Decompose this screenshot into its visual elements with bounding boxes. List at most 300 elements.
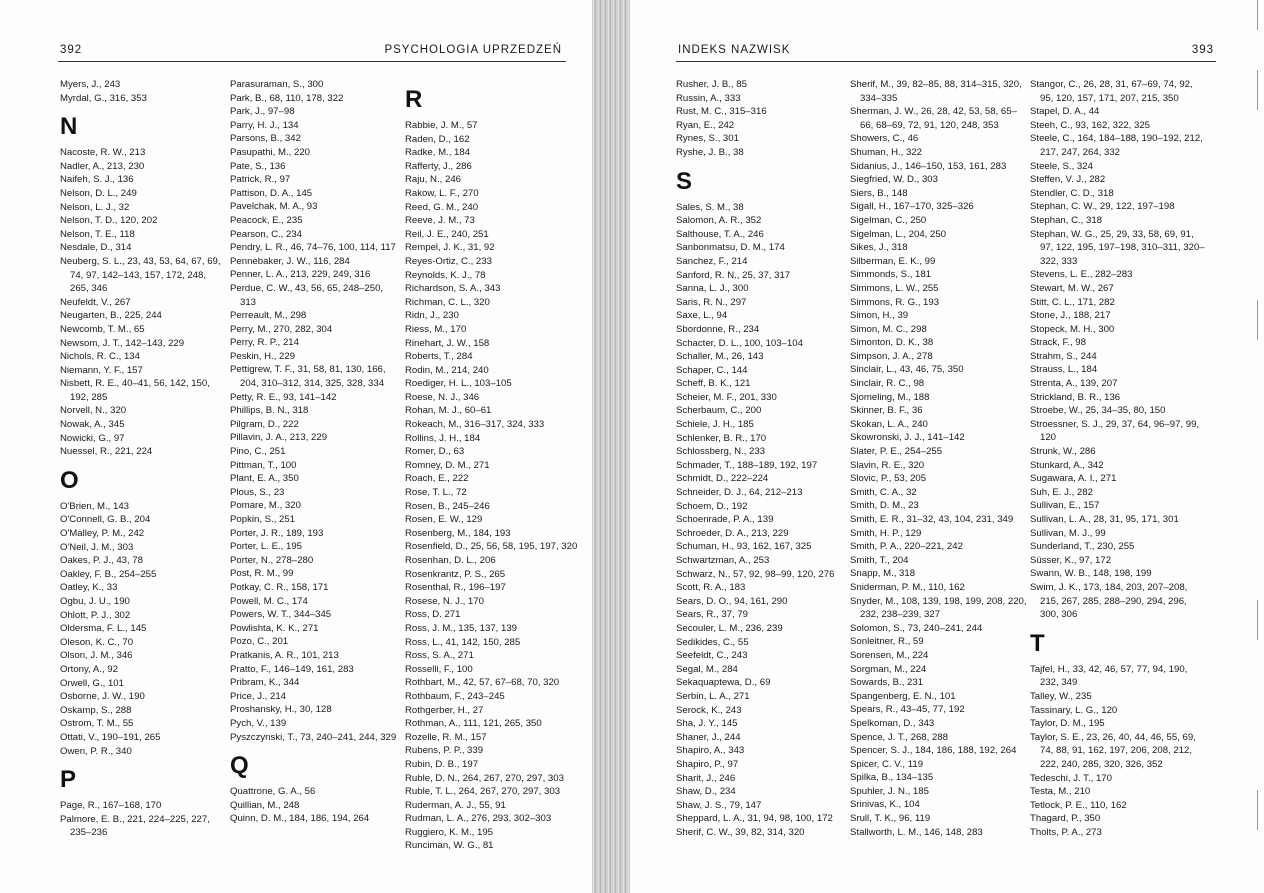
index-entry: Rubens, P. P., 339 xyxy=(405,745,484,757)
index-entry: Radke, M., 184 xyxy=(405,147,471,159)
index-entry: Porter, J. R., 189, 193 xyxy=(230,527,324,539)
index-entry: Pennebaker, J. W., 116, 284 xyxy=(230,255,350,267)
index-entry: O'Malley, P. M., 242 xyxy=(60,528,145,540)
index-entry: Spencer, S. J., 184, 186, 188, 192, 264 xyxy=(850,745,1017,757)
index-entry: Roese, N. J., 346 xyxy=(405,391,480,403)
index-entry: Olson, J. M., 346 xyxy=(60,650,133,662)
index-entry: Slovic, P., 53, 205 xyxy=(850,473,927,485)
index-entry: Sanford, R. N., 25, 37, 317 xyxy=(676,269,791,281)
index-entry: Rinehart, J. W., 158 xyxy=(405,337,490,349)
index-entry: Pribram, K., 344 xyxy=(230,677,300,689)
page-edge xyxy=(1253,0,1258,30)
index-entry: Steffen, V. J., 282 xyxy=(1030,174,1106,186)
index-entry: Peskin, H., 229 xyxy=(230,350,296,362)
index-entry: Pasupathi, M., 220 xyxy=(230,146,310,158)
index-entry: Post, R. M., 99 xyxy=(230,568,294,580)
index-entry: Strauss, L., 184 xyxy=(1030,364,1098,376)
index-entry: Neufeldt, V., 267 xyxy=(60,296,131,308)
index-entry: Taylor, D. M., 195 xyxy=(1030,718,1105,730)
index-entry: Neugarten, B., 225, 244 xyxy=(60,310,162,322)
index-entry: Ruble, D. N., 264, 267, 270, 297, 303 xyxy=(405,772,564,784)
index-entry: Schmidt, D., 222–224 xyxy=(676,473,769,485)
index-entry: Roach, E., 222 xyxy=(405,473,469,485)
index-entry: Salomon, A. R., 352 xyxy=(676,215,762,227)
index-entry: Spuhler, J. N., 185 xyxy=(850,785,929,797)
index-entry: Strahm, S., 244 xyxy=(1030,350,1097,362)
index-entry: O'Neil, J. M., 303 xyxy=(60,541,134,553)
index-entry: Rosenthal, R., 196–197 xyxy=(405,582,506,594)
index-entry: Pate, S., 136 xyxy=(230,160,286,172)
header-rule xyxy=(58,61,566,62)
index-entry: Rakow, L. F., 270 xyxy=(405,187,479,199)
index-entry: Stopeck, M. H., 300 xyxy=(1030,323,1115,335)
index-entry: Pratto, F., 146–149, 161, 283 xyxy=(230,663,354,675)
index-entry: Porter, L. E., 195 xyxy=(230,541,302,553)
index-entry: Schaller, M., 26, 143 xyxy=(676,351,764,363)
index-entry: Rosenhan, D. L., 206 xyxy=(405,555,496,566)
index-entry: Sigelman, L., 204, 250 xyxy=(850,228,947,240)
index-entry: Parry, H. J., 134 xyxy=(230,119,299,131)
index-entry: Niemann, Y. F., 157 xyxy=(60,364,143,376)
index-entry: Saris, R. N., 297 xyxy=(676,296,747,308)
index-entry: Ogbu, J. U., 190 xyxy=(60,596,130,607)
index-entry: Quillian, M., 248 xyxy=(230,799,300,811)
index-entry: Stephan, W. G., 25, 29, 33, 58, 69, 91, 97, 122, 195, 197–198, 310–311, 320–322, 333 xyxy=(1030,228,1205,267)
index-entry: Shapiro, P., 97 xyxy=(676,758,739,770)
index-entry: Sidanius, J., 146–150, 153, 161, 283 xyxy=(850,160,1007,172)
index-entry: Sunderland, T., 230, 255 xyxy=(1030,541,1135,553)
index-entry: Pyszczynski, T., 73, 240–241, 244, 329 xyxy=(230,731,397,743)
index-entry: Secouler, L. M., 236, 239 xyxy=(676,622,783,634)
header-rule xyxy=(676,61,1216,62)
index-entry: Penner, L. A., 213, 229, 249, 316 xyxy=(230,269,371,281)
index-entry: Reynolds, K. J., 78 xyxy=(405,269,486,281)
index-entry: Myers, J., 243 xyxy=(60,79,121,90)
index-entry: Simonton, D. K., 38 xyxy=(850,337,934,349)
index-entry: Sniderman, P. M., 110, 162 xyxy=(850,581,965,593)
index-entry: Pettigrew, T. F., 31, 58, 81, 130, 166, 204, 310–312, 314, 325, 328, 334 xyxy=(230,364,386,390)
index-entry: Perry, M., 270, 282, 304 xyxy=(230,323,333,335)
index-entry: Richardson, S. A., 343 xyxy=(405,283,501,295)
index-entry: Russin, A., 333 xyxy=(676,92,741,104)
index-entry: Rubin, D. B., 197 xyxy=(405,758,479,770)
index-entry: Sherif, C. W., 39, 82, 314, 320 xyxy=(676,826,805,838)
index-entry: Quattrone, G. A., 56 xyxy=(230,786,316,798)
index-entry: Roediger, H. L., 103–105 xyxy=(405,378,512,390)
index-entry: Ross, L., 41, 142, 150, 285 xyxy=(405,636,521,648)
index-entry: Raju, N., 246 xyxy=(405,174,461,186)
index-entry: Pearson, C., 234 xyxy=(230,228,302,240)
index-entry: Ross, S. A., 271 xyxy=(405,650,474,662)
index-entry: Smith, T., 204 xyxy=(850,554,909,566)
index-entry: Stallworth, L. M., 146, 148, 283 xyxy=(850,826,983,838)
index-entry: Runciman, W. G., 81 xyxy=(405,840,494,852)
index-entry: Parasuraman, S., 300 xyxy=(230,79,324,90)
index-entry: Sullivan, E., 157 xyxy=(1030,500,1100,512)
index-entry: Powers, W. T., 344–345 xyxy=(230,609,332,621)
index-entry: Pendry, L. R., 46, 74–76, 100, 114, 117 xyxy=(230,242,396,254)
index-entry: Reil, J. E., 240, 251 xyxy=(405,228,489,240)
index-entry: Nowicki, G., 97 xyxy=(60,432,125,444)
index-entry: Shaner, J., 244 xyxy=(676,731,741,743)
index-entry: Palmore, E. B., 221, 224–225, 227, 235–236 xyxy=(60,813,210,839)
index-entry: Oldersma, F. L., 145 xyxy=(60,623,147,635)
index-entry: Skowronski, J. J., 141–142 xyxy=(850,432,965,444)
index-entry: Oakes, P. J., 43, 78 xyxy=(60,555,144,567)
index-entry: Spence, J. T., 268, 288 xyxy=(850,731,948,743)
index-entry: Slavin, R. E., 320 xyxy=(850,459,925,471)
index-entry: Scherbaum, C., 200 xyxy=(676,405,762,417)
index-entry: Richman, C. L., 320 xyxy=(405,296,490,308)
index-entry: Spears, R., 43–45, 77, 192 xyxy=(850,704,965,716)
index-entry: Shapiro, A., 343 xyxy=(676,745,745,757)
page-number: 393 xyxy=(1191,44,1214,56)
index-entry: Oatley, K., 33 xyxy=(60,582,118,594)
index-entry: Neuberg, S. L., 23, 43, 53, 64, 67, 69, 74, 97, 142–143, 157, 172, 248, 265, 346 xyxy=(60,255,221,295)
index-entry: Naifeh, S. J., 136 xyxy=(60,174,134,186)
index-entry: Suh, E. J., 282 xyxy=(1030,486,1093,498)
index-entry: Shaw, J. S., 79, 147 xyxy=(676,799,762,811)
index-entry: Owen, P. R., 340 xyxy=(60,745,132,757)
index-entry: Tajfel, H., 33, 42, 46, 57, 77, 94, 190, 232, 349 xyxy=(1030,663,1188,689)
index-entry: Sowards, B., 231 xyxy=(850,677,924,689)
index-column xyxy=(676,78,846,839)
index-entry: Oakley, F. B., 254–255 xyxy=(60,568,157,580)
index-entry: Salthouse, T. A., 246 xyxy=(676,228,764,240)
section-letter: N xyxy=(60,113,78,141)
index-entry: Schoem, D., 192 xyxy=(676,500,748,512)
index-entry: Rosenberg, M., 184, 193 xyxy=(405,527,511,539)
index-entry: Simon, M. C., 298 xyxy=(850,323,927,335)
index-entry: Oleson, K. C., 70 xyxy=(60,636,134,648)
index-entry: Schaper, C., 144 xyxy=(676,364,748,376)
index-entry: Stephan, C. W., 29, 122, 197–198 xyxy=(1030,201,1175,213)
index-entry: Reeve, J. M., 73 xyxy=(405,215,475,227)
index-entry: Sinclair, R. C., 98 xyxy=(850,378,925,390)
index-entry: Rollins, J. H., 184 xyxy=(405,432,481,444)
index-entry: Rozelle, R. M., 157 xyxy=(405,731,487,743)
index-entry: Stone, J., 188, 217 xyxy=(1030,310,1111,322)
index-entry: Stapel, D. A., 44 xyxy=(1030,106,1100,118)
index-entry: Sheppard, L. A., 31, 94, 98, 100, 172 xyxy=(676,813,833,825)
index-entry: Nowak, A., 345 xyxy=(60,419,125,431)
index-column xyxy=(405,78,585,853)
index-entry: Rynes, S., 301 xyxy=(676,133,739,145)
index-entry: Raden, D., 162 xyxy=(405,133,470,145)
index-entry: Solomon, S., 73, 240–241, 244 xyxy=(850,622,983,634)
index-entry: Spilka, B., 134–135 xyxy=(850,772,934,784)
index-entry: Perreault, M., 298 xyxy=(230,310,307,322)
index-entry: Stunkard, A., 342 xyxy=(1030,459,1104,471)
index-entry: Smith, P. A., 220–221, 242 xyxy=(850,541,963,553)
index-entry: Sanchez, F., 214 xyxy=(676,255,748,267)
index-entry: Schacter, D. L., 100, 103–104 xyxy=(676,337,803,349)
index-entry: Stroebe, W., 25, 34–35, 80, 150 xyxy=(1030,405,1166,417)
index-entry: Talley, W., 235 xyxy=(1030,690,1092,702)
index-entry: Siers, B., 148 xyxy=(850,187,908,199)
index-entry: Stangor, C., 26, 28, 31, 67–69, 74, 92, 95, 120, 157, 171, 207, 215, 350 xyxy=(1030,79,1193,104)
index-column xyxy=(60,78,226,840)
index-entry: Snyder, M., 108, 139, 198, 199, 208, 220, 232, 238–239, 327 xyxy=(850,595,1027,621)
index-entry: Price, J., 214 xyxy=(230,690,286,702)
index-entry: Pittman, T., 100 xyxy=(230,459,297,471)
index-entry: Thagard, P., 350 xyxy=(1030,813,1101,825)
index-entry: Sinclair, L., 43, 46, 75, 350 xyxy=(850,364,964,376)
left-page xyxy=(0,0,592,893)
index-entry: Ostrom, T. M., 55 xyxy=(60,718,134,730)
page-edge xyxy=(1253,300,1258,340)
index-entry: Saxe, L., 94 xyxy=(676,310,728,322)
index-entry: Strunk, W., 286 xyxy=(1030,446,1096,458)
index-entry: Park, B., 68, 110, 178, 322 xyxy=(230,92,344,104)
index-entry: Nuessel, R., 221, 224 xyxy=(60,446,153,458)
book-gutter xyxy=(592,0,630,893)
index-entry: Sullivan, M. J., 99 xyxy=(1030,527,1106,539)
index-entry: Ruggiero, K. M., 195 xyxy=(405,826,493,838)
page-number: 392 xyxy=(60,44,83,56)
index-entry: Ohlott, P. J., 302 xyxy=(60,609,131,621)
index-entry: Porter, N., 278–280 xyxy=(230,554,314,566)
index-entry: Popkin, S., 251 xyxy=(230,514,296,525)
index-entry: Plous, S., 23 xyxy=(230,486,285,498)
index-entry: Stitt, C. L., 171, 282 xyxy=(1030,296,1115,308)
index-entry: Sha, J. Y., 145 xyxy=(676,718,738,730)
index-entry: Sharit, J., 246 xyxy=(676,772,736,784)
index-entry: Ridn, J., 230 xyxy=(405,310,459,322)
index-entry: Rempel, J. K., 31, 92 xyxy=(405,242,495,254)
index-entry: Patrick, R., 97 xyxy=(230,174,291,186)
index-entry: Swim, J. K., 173, 184, 203, 207–208, 215, 267, 285, 288–290, 294, 296, 300, 306 xyxy=(1030,581,1188,621)
index-entry: Smith, H. P., 129 xyxy=(850,527,922,539)
section-letter: R xyxy=(405,86,423,113)
index-entry: Rokeach, M., 316–317, 324, 333 xyxy=(405,419,545,431)
index-entry: Rust, M. C., 315–316 xyxy=(676,106,767,118)
index-entry: Schlenker, B. R., 170 xyxy=(676,432,767,444)
page-edge xyxy=(1253,790,1258,830)
index-entry: Shuman, H., 322 xyxy=(850,146,922,158)
index-entry: Sonleitner, R., 59 xyxy=(850,636,924,648)
index-entry: Ortony, A., 92 xyxy=(60,663,118,675)
index-entry: Strack, F., 98 xyxy=(1030,337,1086,349)
section-letter: S xyxy=(676,167,693,195)
index-entry: Sears, R., 37, 79 xyxy=(676,609,748,621)
index-entry: Proshansky, H., 30, 128 xyxy=(230,704,332,716)
index-entry: Sekaquaptewa, D., 69 xyxy=(676,677,771,689)
index-entry: Smith, D. M., 23 xyxy=(850,500,919,512)
index-entry: Powell, M. C., 174 xyxy=(230,595,308,607)
index-entry: Rothman, A., 111, 121, 265, 350 xyxy=(405,718,542,730)
section-letter: Q xyxy=(230,752,249,780)
index-entry: Schmader, T., 188–189, 192, 197 xyxy=(676,459,818,471)
index-entry: Pilgram, D., 222 xyxy=(230,418,299,430)
index-entry: Orwell, G., 101 xyxy=(60,677,124,689)
index-entry: Simpson, J. A., 278 xyxy=(850,350,933,362)
index-entry: Spicer, C. V., 119 xyxy=(850,758,924,770)
index-entry: Sherif, M., 39, 82–85, 88, 314–315, 320, 334–335 xyxy=(850,79,1022,104)
page-edge xyxy=(1253,70,1258,110)
index-entry: Pomare, M., 320 xyxy=(230,500,301,512)
index-entry: Ruble, T. L., 264, 267, 270, 297, 303 xyxy=(405,786,561,798)
index-entry: Schneider, D. J., 64, 212–213 xyxy=(676,487,803,499)
index-entry: Sanna, L. J., 300 xyxy=(676,283,749,295)
index-entry: Simmons, R. G., 193 xyxy=(850,296,940,308)
index-entry: Scott, R. A., 183 xyxy=(676,582,746,594)
index-entry: Reyes-Ortiz, C., 233 xyxy=(405,255,492,267)
index-entry: Rodin, M., 214, 240 xyxy=(405,364,489,376)
index-entry: Scheier, M. F., 201, 330 xyxy=(676,391,777,403)
index-entry: Nadler, A., 213, 230 xyxy=(60,160,145,172)
index-entry: O'Brien, M., 143 xyxy=(60,500,130,512)
index-entry: Ottati, V., 190–191, 265 xyxy=(60,731,161,743)
index-entry: Pillavin, J. A., 213, 229 xyxy=(230,432,328,444)
index-column xyxy=(1030,78,1206,839)
index-entry: Nelson, D. L., 249 xyxy=(60,187,137,199)
index-entry: Perry, R. P., 214 xyxy=(230,337,299,349)
index-entry: Spangenberg, E. N., 101 xyxy=(850,690,956,702)
index-entry: Perdue, C. W., 43, 56, 65, 248–250, 313 xyxy=(230,282,384,308)
index-entry: Schiele, J. H., 185 xyxy=(676,419,754,431)
index-entry: Taylor, S. E., 23, 26, 40, 44, 46, 55, 69, 74, 88, 91, 162, 197, 206, 208, 212, 222, 240, 285, 320, 326, 352 xyxy=(1030,731,1196,770)
index-entry: Tholts, P. A., 273 xyxy=(1030,826,1102,838)
index-entry: Schuman, H., 93, 162, 167, 325 xyxy=(676,541,812,553)
page-edge xyxy=(1253,600,1258,640)
index-entry: Nacoste, R. W., 213 xyxy=(60,147,146,159)
index-entry: Sbordonne, R., 234 xyxy=(676,323,760,335)
right-page xyxy=(630,0,1264,893)
index-entry: Srinivas, K., 104 xyxy=(850,799,920,811)
index-entry: Serbin, L. A., 271 xyxy=(676,690,750,702)
index-entry: Pino, C., 251 xyxy=(230,446,286,458)
index-entry: Parsons, B., 342 xyxy=(230,133,301,145)
index-entry: Romer, D., 63 xyxy=(405,446,465,458)
index-entry: Smith, C. A., 32 xyxy=(850,486,917,498)
section-letter: O xyxy=(60,466,79,494)
index-entry: O'Connell, G. B., 204 xyxy=(60,514,151,526)
index-entry: Smith, E. R., 31–32, 43, 104, 231, 349 xyxy=(850,514,1014,525)
index-entry: Stephan, C., 318 xyxy=(1030,214,1103,226)
index-entry: Tetlock, P. E., 110, 162 xyxy=(1030,799,1127,811)
index-entry: Swann, W. B., 148, 198, 199 xyxy=(1030,568,1152,580)
index-entry: Rosenkrantz, P. S., 265 xyxy=(405,568,506,580)
index-entry: Skinner, B. F., 36 xyxy=(850,405,923,417)
index-entry: Simmons, L. W., 255 xyxy=(850,282,939,294)
index-entry: Rosese, N. J., 170 xyxy=(405,595,484,607)
index-entry: Schwarz, N., 57, 92, 98–99, 120, 276 xyxy=(676,568,835,580)
index-entry: Ross, D. 271 xyxy=(405,609,461,621)
index-entry: Norvell, N., 320 xyxy=(60,405,127,417)
index-entry: Newsom, J. T., 142–143, 229 xyxy=(60,337,185,349)
index-entry: Park, J., 97–98 xyxy=(230,106,295,118)
index-entry: Ross, J. M., 135, 137, 139 xyxy=(405,622,517,634)
index-entry: Sugawara, A. I., 271 xyxy=(1030,473,1117,485)
index-entry: Ryshe, J. B., 38 xyxy=(676,146,744,158)
index-entry: Stevens, L. E., 282–283 xyxy=(1030,269,1133,281)
index-entry: Sigelman, C., 250 xyxy=(850,214,927,226)
index-entry: Snapp, M., 318 xyxy=(850,568,916,580)
index-entry: Schroeder, D. A., 213, 229 xyxy=(676,527,789,539)
index-entry: Osborne, J. W., 190 xyxy=(60,691,145,703)
index-entry: Pych, V., 139 xyxy=(230,717,287,729)
index-entry: Süsser, K., 97, 172 xyxy=(1030,554,1112,566)
index-entry: Nelson, T. E., 118 xyxy=(60,228,135,240)
index-entry: Spelkoman, D., 343 xyxy=(850,717,935,729)
index-entry: Tedeschi, J. T., 170 xyxy=(1030,772,1112,784)
index-entry: Skokan, L. A., 240 xyxy=(850,418,928,430)
index-column xyxy=(230,78,398,826)
index-entry: Scheff, B. K., 121 xyxy=(676,378,751,390)
index-entry: Simon, H., 39 xyxy=(850,310,909,322)
index-entry: Rothbart, M., 42, 57, 67–68, 70, 320 xyxy=(405,677,560,689)
index-entry: Schoenrade, P. A., 139 xyxy=(676,514,774,526)
index-entry: Tassinary, L. G., 120 xyxy=(1030,704,1118,716)
index-entry: Siegfried, W. D., 303 xyxy=(850,174,938,186)
index-entry: Potkay, C. R., 158, 171 xyxy=(230,581,329,593)
index-entry: Newcomb, T. M., 65 xyxy=(60,323,145,335)
index-entry: Rosen, E. W., 129 xyxy=(405,514,483,526)
index-column xyxy=(850,78,1028,839)
index-entry: Nesdale, D., 314 xyxy=(60,242,132,254)
index-entry: Stroessner, S. J., 29, 37, 64, 96–97, 99, 120 xyxy=(1030,418,1200,444)
index-entry: Stendler, C. D., 318 xyxy=(1030,187,1114,199)
index-entry: Page, R., 167–168, 170 xyxy=(60,800,162,812)
index-entry: Sorgman, M., 224 xyxy=(850,663,927,675)
index-entry: Slater, P. E., 254–255 xyxy=(850,446,943,458)
index-entry: Pattison, D. A., 145 xyxy=(230,187,313,199)
index-entry: Riess, M., 170 xyxy=(405,323,467,335)
index-entry: Simmonds, S., 181 xyxy=(850,269,932,281)
index-entry: Sears, D. O., 94, 161, 290 xyxy=(676,595,788,607)
index-entry: Oskamp, S., 288 xyxy=(60,704,132,716)
index-entry: Petty, R. E., 93, 141–142 xyxy=(230,391,337,403)
index-entry: Showers, C., 46 xyxy=(850,133,919,145)
running-head: INDEKS NAZWISK xyxy=(678,44,791,56)
index-entry: Steele, S., 324 xyxy=(1030,160,1093,172)
index-entry: Rothbaum, F., 243–245 xyxy=(405,690,505,702)
index-entry: Peacock, E., 235 xyxy=(230,214,303,226)
index-entry: Rudman, L. A., 276, 293, 302–303 xyxy=(405,813,552,825)
index-entry: Sigall, H., 167–170, 325–326 xyxy=(850,201,974,213)
section-letter: P xyxy=(60,766,77,794)
index-entry: Testa, M., 210 xyxy=(1030,786,1091,798)
index-entry: Strickland, B. R., 136 xyxy=(1030,391,1121,403)
index-entry: Ruderman, A. J., 55, 91 xyxy=(405,799,506,811)
index-entry: Reed, G. M., 240 xyxy=(405,201,479,213)
index-entry: Sikes, J., 318 xyxy=(850,242,908,254)
index-entry: Silberman, E. K., 99 xyxy=(850,255,936,267)
index-entry: Serock, K., 243 xyxy=(676,704,742,716)
index-entry: Sjomeling, M., 188 xyxy=(850,391,930,403)
index-entry: Romney, D. M., 271 xyxy=(405,459,490,471)
index-entry: Nisbett, R. E., 40–41, 56, 142, 150, 192, 285 xyxy=(60,378,210,403)
index-entry: Seefeldt, C., 243 xyxy=(676,650,748,662)
index-entry: Ryan, E., 242 xyxy=(676,119,735,131)
index-entry: Plant, E. A., 350 xyxy=(230,473,299,485)
index-entry: Rosenfield, D., 25, 56, 58, 195, 197, 320 xyxy=(405,541,578,553)
index-entry: Strenta, A., 139, 207 xyxy=(1030,378,1118,390)
index-entry: Schwartzman, A., 253 xyxy=(676,555,770,566)
index-entry: Shaw, D., 234 xyxy=(676,786,736,798)
index-entry: Pratkanis, A. R., 101, 213 xyxy=(230,649,339,661)
index-entry: Rusher, J. B., 85 xyxy=(676,79,747,90)
index-entry: Sanbonmatsu, D. M., 174 xyxy=(676,242,785,254)
index-entry: Pozo, C., 201 xyxy=(230,636,289,648)
index-entry: Sedikides, C., 55 xyxy=(676,636,749,648)
index-entry: Rose, T. L., 72 xyxy=(405,487,467,499)
index-entry: Steele, C., 164, 184–188, 190–192, 212, 217, 247, 264, 332 xyxy=(1030,133,1203,158)
index-entry: Myrdal, G., 316, 353 xyxy=(60,92,147,104)
index-entry: Rothgerber, H., 27 xyxy=(405,704,484,716)
index-entry: Sherman, J. W., 26, 28, 42, 53, 58, 65–66, 68–69, 72, 91, 120, 248, 353 xyxy=(850,106,1017,131)
